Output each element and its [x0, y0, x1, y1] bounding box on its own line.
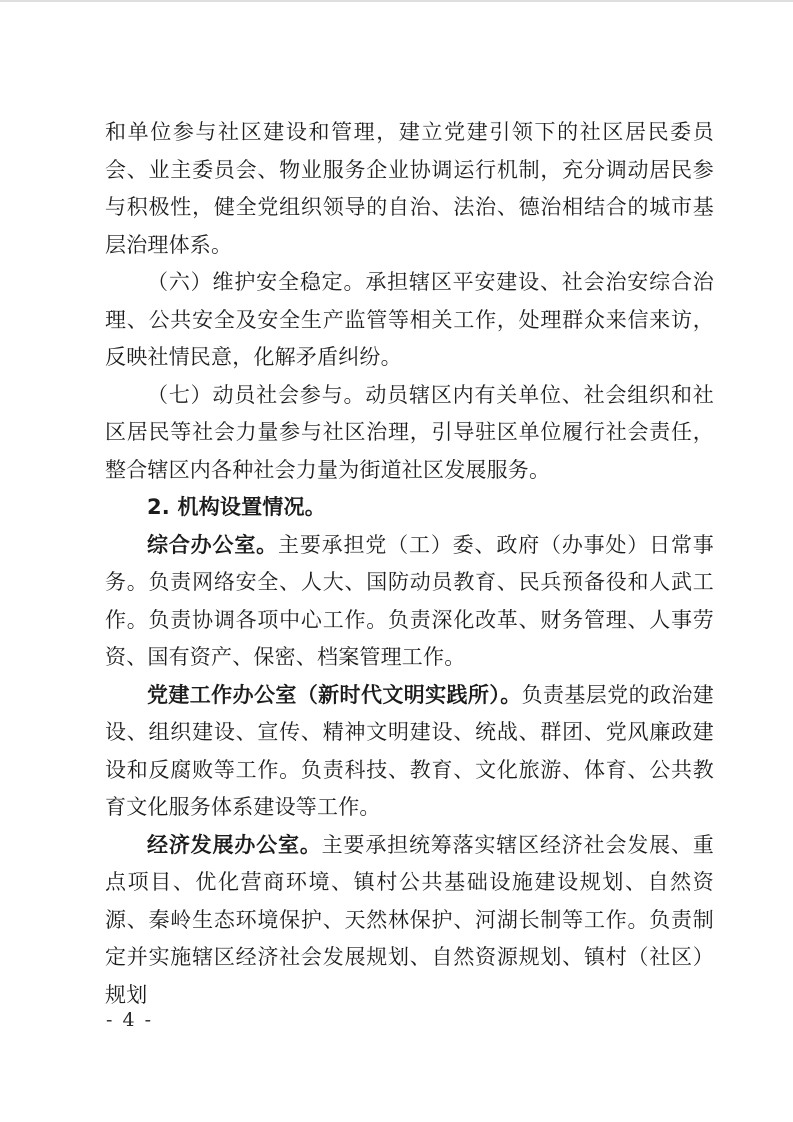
- paragraph-continuation: 和单位参与社区建设和管理，建立党建引领下的社区居民委员会、业主委员会、物业服务企业协调运行机制，充分调动居民参与积极性，健全党组织领导的自治、法治、德治相结合的城市基层治理体系。: [105, 120, 714, 257]
- office-name-economic-development: 经济发展办公室。: [147, 832, 322, 857]
- section-heading-organization: 2. 机构设置情况。: [147, 495, 326, 519]
- office-name-party-building: 党建工作办公室（新时代文明实践所）。: [147, 682, 522, 707]
- office-duties-general: 主要承担党（工）委、政府（办事处）日常事务。负责网络安全、人大、国防动员教育、民兵预备役和人武工作。负责协调各项中心工作。负责深化改革、财务管理、人事劳资、国有资产、保密、档案管理工作。: [105, 532, 715, 669]
- paragraph-item-seven: （七）动员社会参与。动员辖区内有关单位、社会组织和社区居民等社会力量参与社区治理，引导驻区单位履行社会责任，整合辖区内各种社会力量为街道社区发展服务。: [105, 382, 714, 482]
- office-duties-party-building: 负责基层党的政治建设、组织建设、宣传、精神文明建设、统战、群团、党风廉政建设和反腐败等工作。负责科技、教育、文化旅游、体育、公共教育文化服务体系建设等工作。: [105, 682, 714, 819]
- office-name-general: 综合办公室。: [147, 532, 278, 557]
- document-body: [105, 114, 714, 1014]
- paragraph-item-six: （六）维护安全稳定。承担辖区平安建设、社会治安综合治理、公共安全及安全生产监管等相关工作，处理群众来信来访，反映社情民意，化解矛盾纠纷。: [105, 270, 714, 369]
- paragraph-office-party-building: [105, 677, 714, 827]
- office-duties-economic-development: 主要承担统筹落实辖区经济社会发展、重点项目、优化营商环境、镇村公共基础设施建设规划、自然资源、秦岭生态环境保护、天然林保护、河湖长制等工作。负责制定并实施辖区经济社会发展规划、自然资源规划、镇村（社区）规划: [105, 832, 714, 1007]
- page-number: - 4 -: [106, 1009, 154, 1031]
- paragraph-office-general: [105, 527, 714, 677]
- paragraph-office-economic-development: [105, 827, 714, 1015]
